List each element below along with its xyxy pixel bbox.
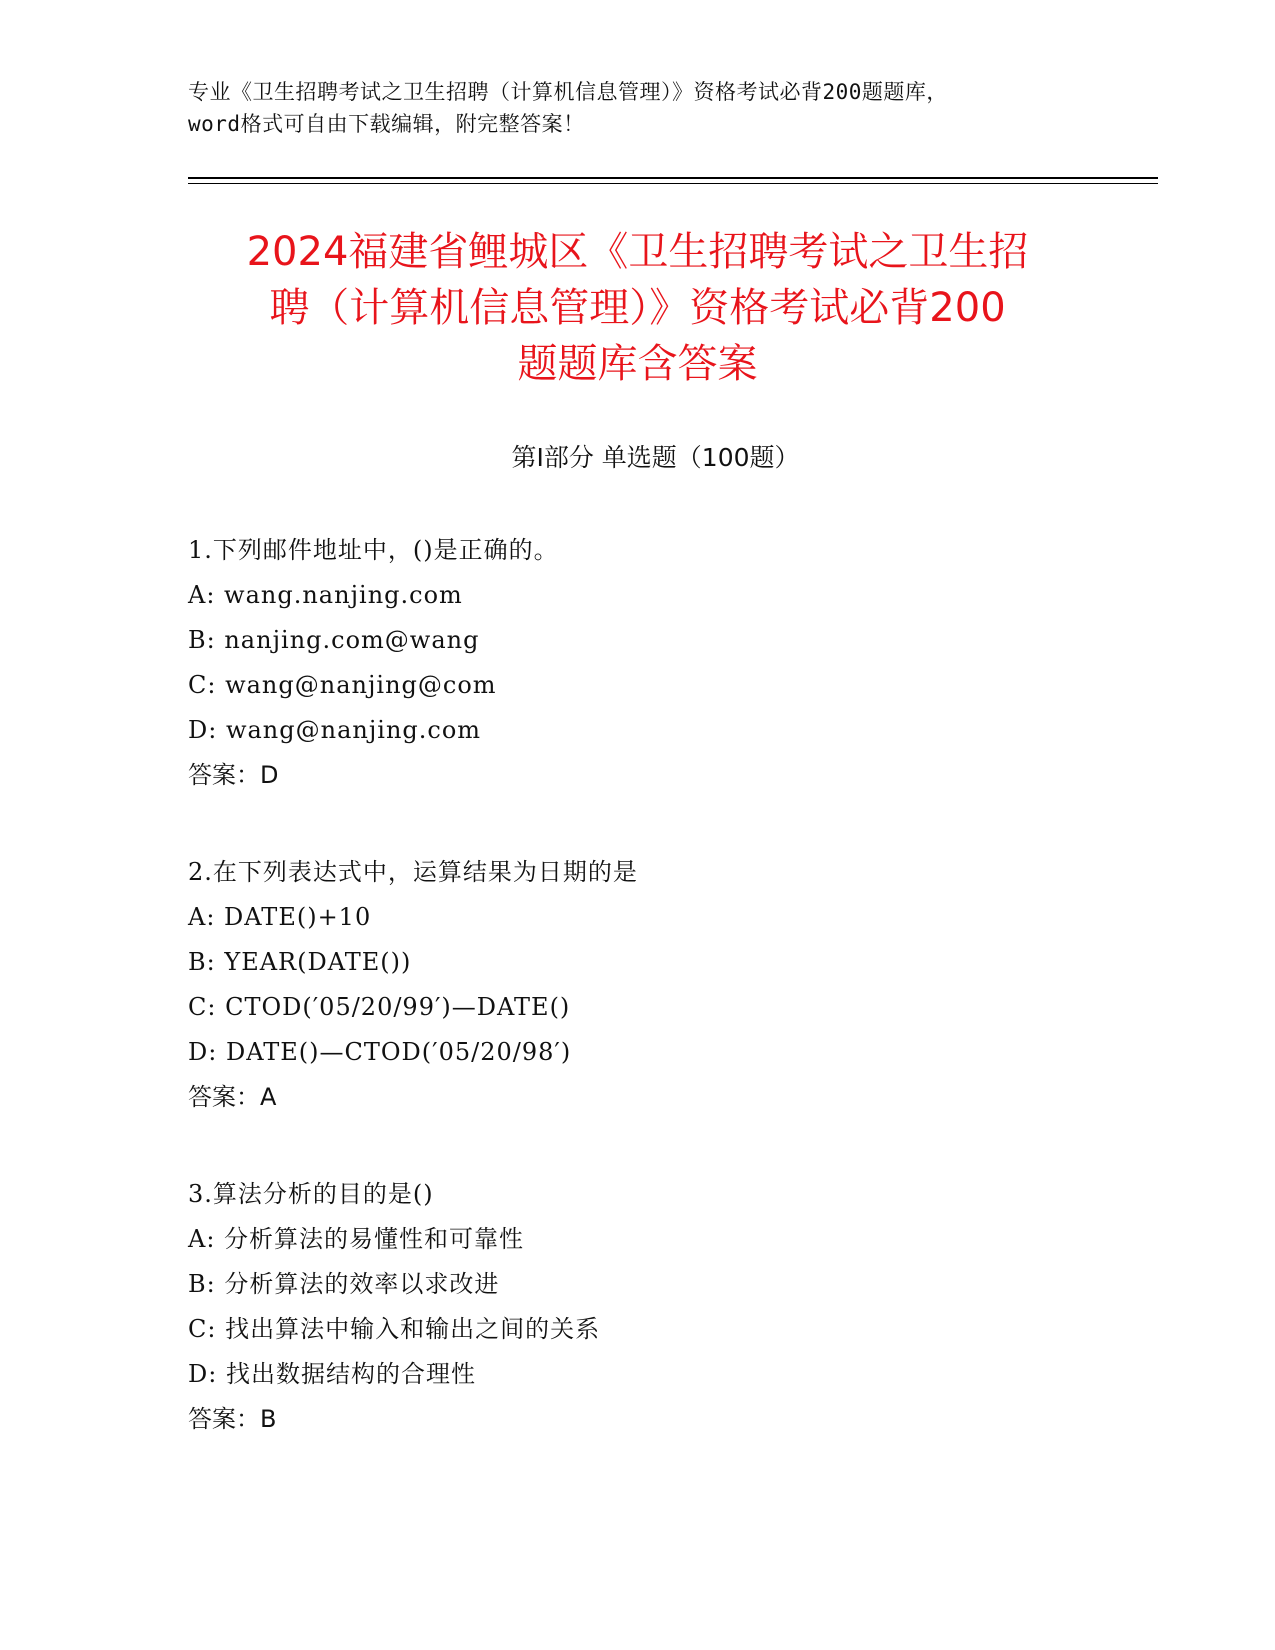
question-stem: 3.算法分析的目的是() [188,1180,434,1208]
intro-line-1: 专业《卫生招聘考试之卫生招聘（计算机信息管理）》资格考试必背200题题库， [188,80,948,104]
option-b: B: nanjing.com@wang [188,626,480,654]
header-divider-thin [188,183,1158,184]
title-line-2: 聘（计算机信息管理）》资格考试必背200 [269,285,1006,331]
question-item [188,1172,1123,1442]
document-title [170,224,1105,392]
option-c: C: CTOD(′05/20/99′)—DATE() [188,993,571,1021]
option-d: D: DATE()—CTOD(′05/20/98′) [188,1038,572,1066]
question-item [188,528,1123,798]
option-c: C: 找出算法中输入和输出之间的关系 [188,1315,601,1343]
option-b: B: 分析算法的效率以求改进 [188,1270,500,1298]
header-divider-thick [188,177,1158,179]
answer-text: 答案：B [188,1405,277,1433]
document-intro [188,76,1088,140]
answer-text: 答案：A [188,1083,277,1111]
option-d: D: wang@nanjing.com [188,716,482,744]
intro-line-2: word格式可自由下载编辑，附完整答案！ [188,112,585,136]
option-a: A: 分析算法的易懂性和可靠性 [188,1225,525,1253]
title-line-3: 题题库含答案 [517,341,758,387]
option-a: A: DATE()+10 [188,903,372,931]
question-list [188,528,1123,1494]
question-item [188,850,1123,1120]
option-d: D: 找出数据结构的合理性 [188,1360,476,1388]
section-heading: 第Ⅰ部分 单选题（100题） [511,443,800,472]
answer-text: 答案：D [188,761,279,789]
question-stem: 1.下列邮件地址中，()是正确的。 [188,536,559,564]
option-b: B: YEAR(DATE()) [188,948,412,976]
question-stem: 2.在下列表达式中，运算结果为日期的是 [188,858,638,886]
option-c: C: wang@nanjing@com [188,671,497,699]
option-a: A: wang.nanjing.com [188,581,463,609]
title-line-1: 2024福建省鲤城区《卫生招聘考试之卫生招 [246,229,1029,275]
